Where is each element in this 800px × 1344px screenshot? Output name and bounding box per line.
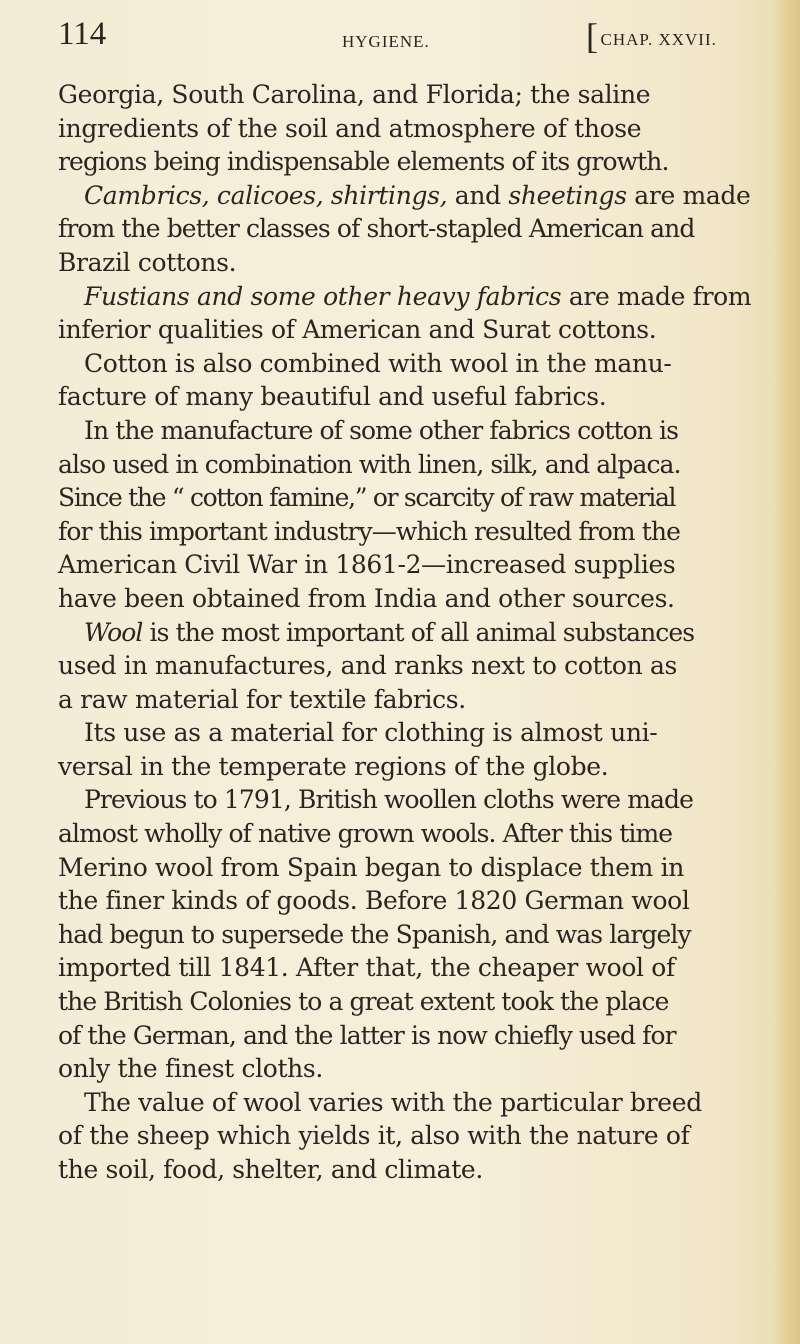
text-line: versal in the temperate regions of the globe. [58, 751, 609, 781]
text-line: have been obtained from India and other sources. [58, 583, 675, 613]
text-line: a raw material for textile fabrics. [58, 684, 466, 714]
text-line: the soil, food, shelter, and climate. [58, 1155, 483, 1184]
text-span: are made [626, 180, 751, 210]
text-line: almost wholly of native grown wools. After this time [58, 819, 673, 849]
text-line: for this important industry—which resulted from the [58, 516, 680, 546]
text-line: Previous to 1791, British woollen cloths were made [84, 785, 694, 815]
running-title: HYGIENE. [342, 32, 430, 51]
text-line: imported till 1841. After that, the cheaper wool of [58, 953, 675, 983]
text-line [58, 280, 770, 314]
text-line: American Civil War in 1861-2—increased supplies [58, 550, 676, 580]
running-header [58, 14, 770, 60]
body-text [58, 78, 770, 1187]
text-line: ingredients of the soil and atmosphere of those [58, 113, 642, 143]
italic-term: Fustians and some other heavy fabrics [84, 281, 562, 311]
text-line: also used in combination with linen, silk, and alpaca. [58, 449, 681, 479]
text-span: is the most important of all animal substances [142, 617, 695, 647]
text-line: In the manufacture of some other fabrics cotton is [84, 415, 679, 445]
italic-term: sheetings [508, 180, 627, 210]
text-line [58, 179, 770, 213]
text-line: Cotton is also combined with wool in the manu- [84, 348, 672, 378]
text-line: used in manufactures, and ranks next to cotton as [58, 651, 678, 681]
text-line: the finer kinds of goods. Before 1820 German wool [58, 886, 690, 916]
text-line: The value of wool varies with the particular breed [84, 1087, 702, 1117]
text-line: Since the “ cotton famine,” or scarcity of raw material [58, 483, 676, 513]
text-line: the British Colonies to a great extent took the place [58, 987, 669, 1017]
text-line: only the finest cloths. [58, 1054, 323, 1084]
text-span: are made from [561, 281, 752, 311]
chapter-bracket: [ [586, 16, 599, 56]
text-line: Brazil cottons. [58, 247, 237, 277]
text-line: of the sheep which yields it, also with the nature of [58, 1121, 690, 1151]
text-line [58, 616, 770, 650]
chapter-reference [586, 16, 717, 56]
text-line: regions being indispensable elements of its growth. [58, 147, 669, 177]
text-span: and [447, 180, 509, 210]
text-line: inferior qualities of American and Surat cottons. [58, 315, 657, 345]
chapter-label: CHAP. XXVII. [600, 30, 717, 49]
italic-term: Wool [84, 617, 143, 647]
italic-term: Cambrics, calicoes, shirtings, [84, 180, 448, 210]
text-line: had begun to supersede the Spanish, and was largely [58, 919, 691, 949]
text-line: of the German, and the latter is now chiefly used for [58, 1020, 676, 1050]
page-edge-shadow [774, 0, 800, 1344]
text-line: facture of many beautiful and useful fabrics. [58, 382, 607, 412]
text-line: from the better classes of short-stapled American and [58, 214, 695, 244]
text-line: Merino wool from Spain began to displace them in [58, 852, 685, 882]
text-line: Georgia, South Carolina, and Florida; the saline [58, 80, 651, 109]
page-number: 114 [58, 16, 107, 52]
text-line: Its use as a material for clothing is almost uni- [84, 718, 658, 748]
